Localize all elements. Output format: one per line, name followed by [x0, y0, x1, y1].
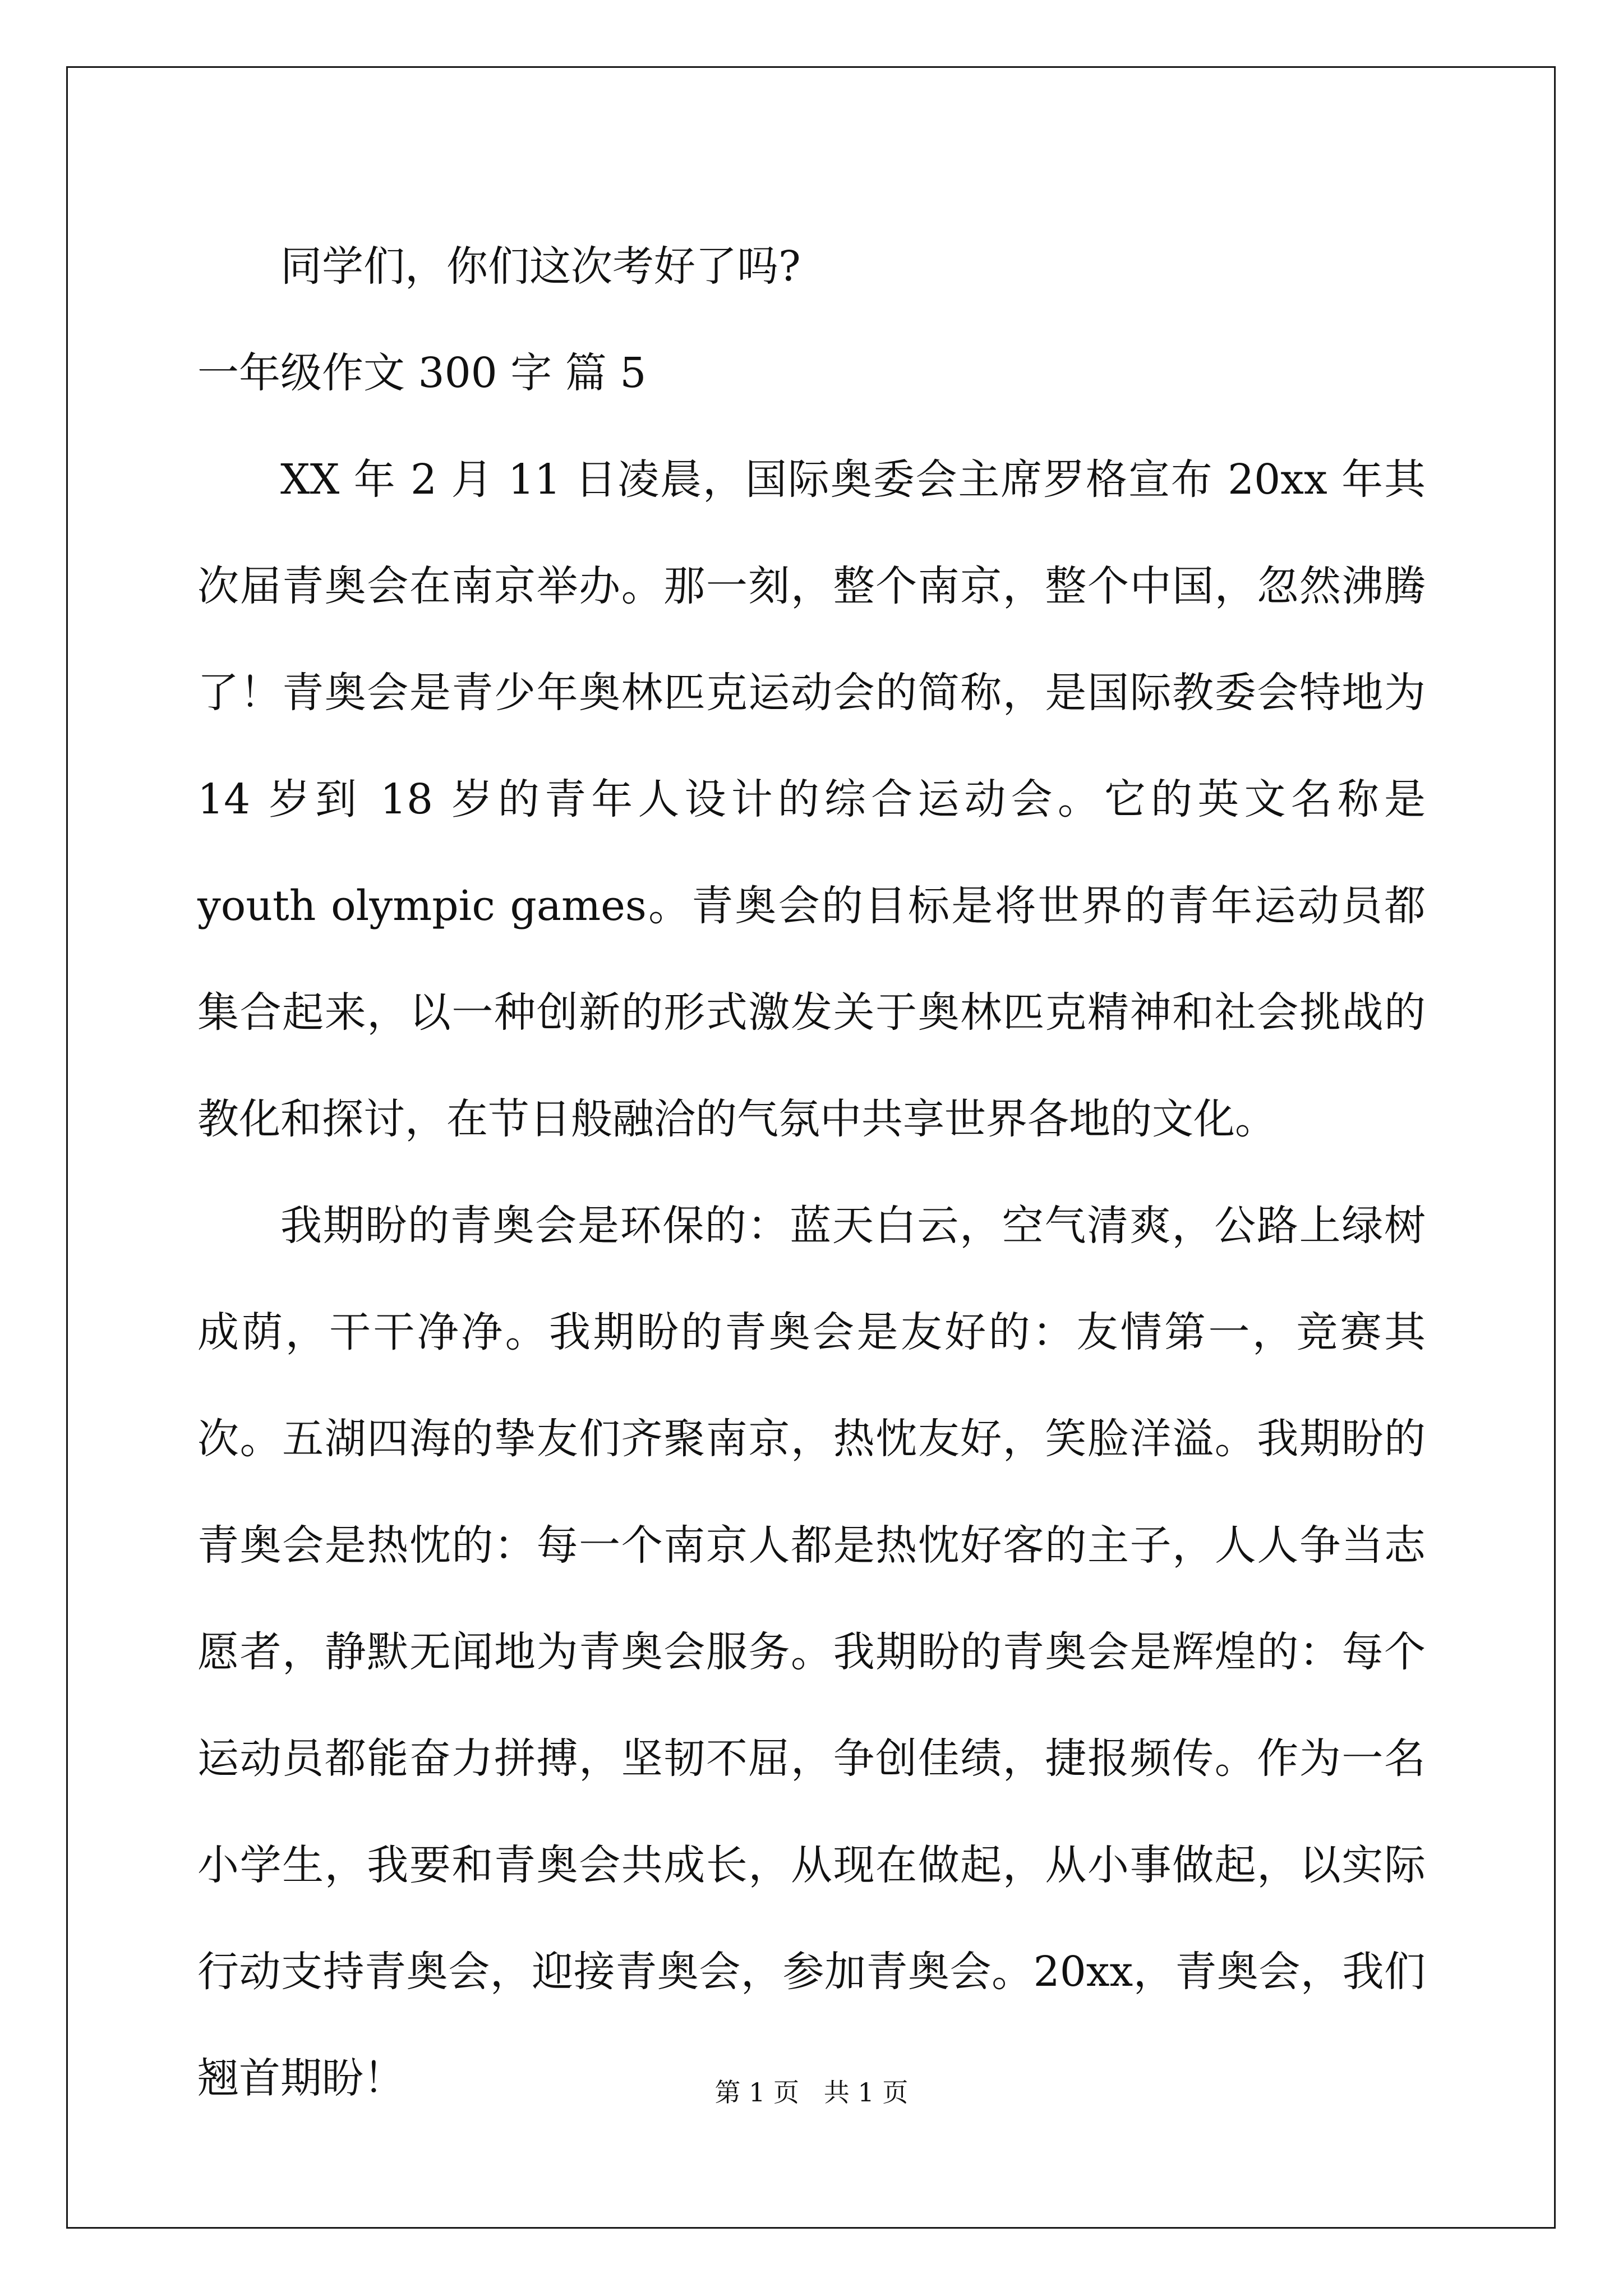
section-heading: 一年级作文 300 字 篇 5	[197, 349, 647, 397]
paragraph-intro: 同学们，你们这次考好了吗?	[280, 242, 801, 291]
page-number: 第 1 页 共 1 页	[714, 2077, 909, 2108]
paragraph-expectations: 我期盼的青奥会是环保的：蓝天白云，空气清爽，公路上绿树成荫，干干净净。我期盼的青奥会是友好的：友情第一，竞赛其次。五湖四海的挚友们齐聚南京，热忱友好，笑脸洋溢。我期盼的青奥会是热忱的：每一个南京人都是热忱好客的主子，人人争当志愿者，静默无闻地为青奥会服务。我期盼的青奥会是辉煌的：每个运动员都能奋力拼搏，坚韧不屈，争创佳绩，捷报频传。作为一名小学生，我要和青奥会共成长，从现在做起，从小事做起，以实际行动支持青奥会，迎接青奥会，参加青奥会。20xx，青奥会，我们翘首期盼！	[197, 1202, 1426, 2102]
paragraph-announcement: XX 年 2 月 11 日凌晨，国际奥委会主席罗格宣布 20xx 年其次届青奥会在南京举办。那一刻，整个南京，整个中国，忽然沸腾了！青奥会是青少年奥林匹克运动会的简称，是国际教委会特地为 14 岁到 18 岁的青年人设计的综合运动会。它的英文名称是 youth olympic games。青奥会的目标是将世界的青年运动员都集合起来，以一种创新的形式激发关于奥林匹克精神和社会挑战的教化和探讨，在节日般融洽的气氛中共享世界各地的文化。	[197, 455, 1426, 1143]
page-footer	[0, 2076, 1623, 2109]
document-body	[197, 213, 1426, 2132]
